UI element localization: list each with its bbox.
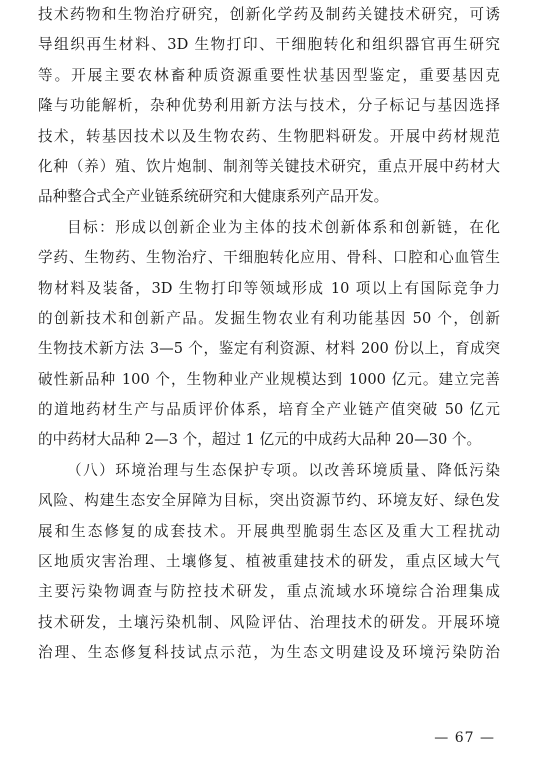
text-line: 隆与功能解析，杂种优势利用新方法与技术，分子标记与基因选择	[38, 97, 500, 115]
text-line: 目标：形成以创新企业为主体的技术创新体系和创新链，在化	[67, 218, 500, 236]
text-line: 破性新品种 100 个，生物种业产业规模达到 1000 亿元。建立完善	[38, 370, 500, 388]
text-line: 的道地药材生产与品质评价体系，培育全产业链产值突破 50 亿元	[38, 401, 500, 419]
text-line: 化种（养）殖、饮片炮制、制剂等关键技术研究，重点开展中药材大	[38, 157, 500, 175]
text-line: 主要污染物调查与防控技术研发，重点流域水环境综合治理集成	[38, 583, 500, 601]
text-line: 技术药物和生物治疗研究，创新化学药及制药关键技术研究，可诱	[38, 6, 500, 23]
text-line: 技术，转基因技术以及生物农药、生物肥料研发。开展中药材规范	[38, 127, 500, 145]
text-line: 生物技术新方法 3—5 个，鉴定有利资源、材料 200 份以上，育成突	[38, 340, 500, 358]
text-line: 学药、生物药、生物治疗、干细胞转化应用、骨科、口腔和心血管生	[38, 249, 500, 267]
text-line: 导组织再生材料、3D 生物打印、干细胞转化和组织器官再生研究	[38, 36, 500, 54]
text-line: 展和生态修复的成套技术。开展典型脆弱生态区及重大工程扰动	[38, 522, 500, 540]
text-line: 技术研发，土壤污染机制、风险评估、治理技术的研发。开展环境	[38, 613, 500, 631]
text-line: 品种整合式全产业链系统研究和大健康系列产品开发。	[38, 188, 389, 206]
body-text	[38, 0, 500, 669]
text-line: 等。开展主要农林畜种质资源重要性状基因型鉴定，重要基因克	[38, 66, 500, 84]
section-heading-line: （八）环境治理与生态保护专项。以改善环境质量、降低污染	[67, 461, 500, 479]
text-line: 区地质灾害治理、土壤修复、植被重建技术的研发，重点区域大气	[38, 553, 500, 571]
text-line: 治理、生态修复科技试点示范，为生态文明建设及环境污染防治	[38, 644, 500, 662]
page-number: — 67 —	[434, 730, 495, 746]
text-line: 物材料及装备，3D 生物打印等领域形成 10 项以上有国际竞争力	[38, 279, 500, 297]
text-line: 风险、构建生态安全屏障为目标，突出资源节约、环境友好、绿色发	[38, 492, 500, 510]
text-line: 的中药材大品种 2—3 个，超过 1 亿元的中成药大品种 20—30 个。	[38, 431, 482, 449]
text-line: 的创新技术和创新产品。发掘生物农业有利功能基因 50 个，创新	[38, 309, 500, 327]
